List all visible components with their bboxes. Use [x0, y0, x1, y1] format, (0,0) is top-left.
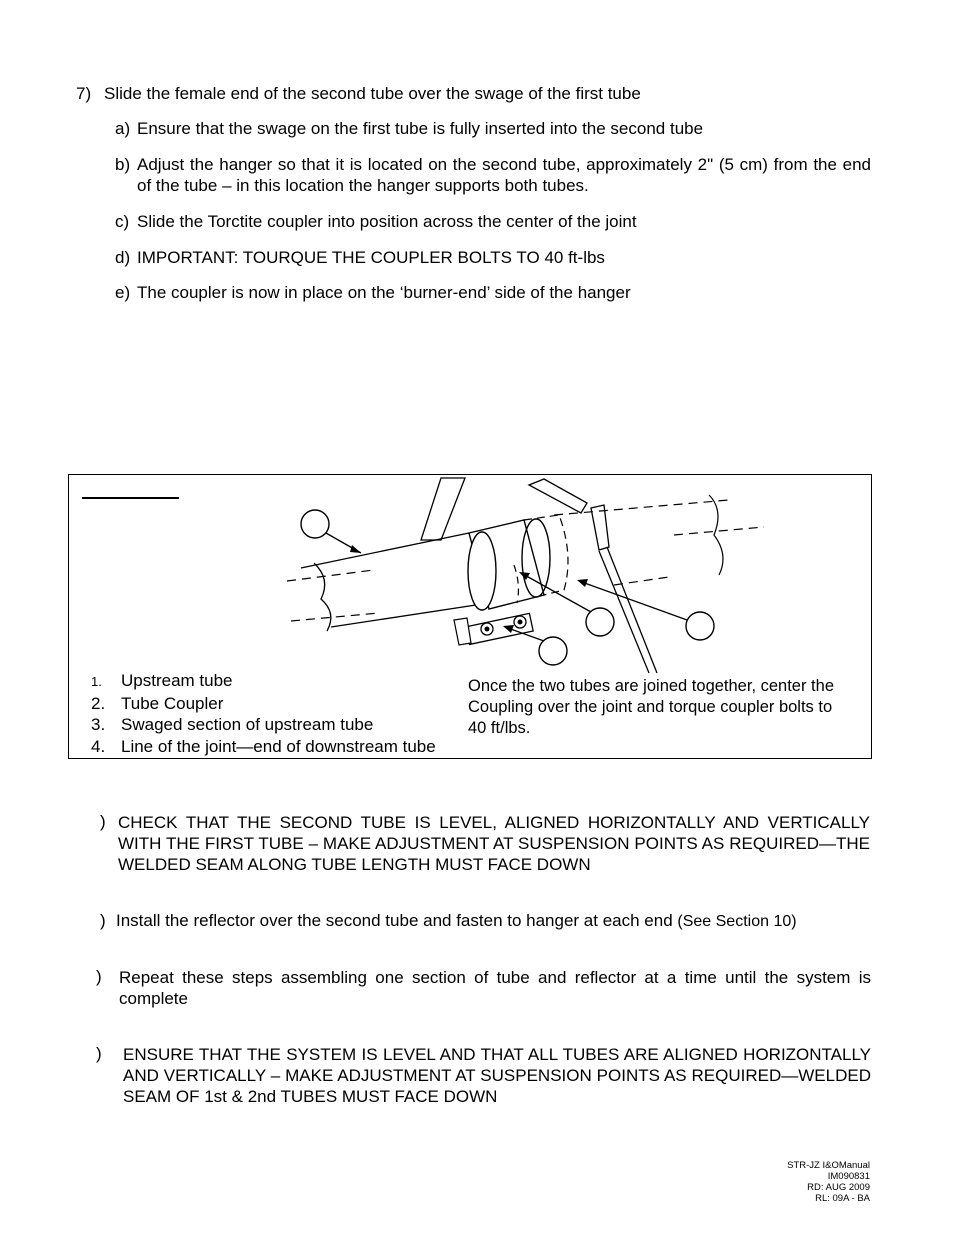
step-7a-text: Ensure that the swage on the first tube is fully inserted into the second tube [137, 119, 704, 138]
step-7c-text: Slide the Torctite coupler into position across the center of the joint [137, 212, 637, 231]
step-7e-text: The coupler is now in place on the ‘burner-end’ side of the hanger [137, 283, 631, 302]
step-repeat-number: ) [96, 967, 102, 986]
step-repeat-text: Repeat these steps assembling one section of tube and reflector at a time until the system is complete [119, 968, 871, 1008]
step-7-text: Slide the female end of the second tube over the swage of the first tube [104, 84, 641, 103]
step-7d-text: IMPORTANT: TOURQUE THE COUPLER BOLTS TO 40 ft-lbs [137, 248, 605, 267]
step-7c-letter: c) [115, 212, 130, 231]
callout-4 [686, 612, 714, 640]
step-ensure-text: ENSURE THAT THE SYSTEM IS LEVEL AND THAT ALL TUBES ARE ALIGNED HORIZONTALLY AND VERTICALLY – MAKE ADJUSTMENT AT SUSPENSION POINTS AS REQUIRED—WELDED SEAM OF 1st & 2nd TUBES MUST FACE DOWN [123, 1045, 871, 1106]
legend-item: 2. Tube Coupler [91, 693, 224, 713]
step-7b-letter: b) [115, 155, 131, 174]
step-check-text: CHECK THAT THE SECOND TUBE IS LEVEL, ALIGNED HORIZONTALLY AND VERTICALLY WITH THE FIRST TUBE – MAKE ADJUSTMENT AT SUSPENSION POINTS AS REQUIRED—THE WELDED SEAM ALONG TUBE LENGTH MUST FACE DOWN [118, 813, 870, 874]
step-reflector-number: ) [100, 911, 106, 930]
step-7d-letter: d) [115, 248, 131, 267]
coupler-figure [68, 474, 872, 759]
legend-item: 4. Line of the joint—end of downstream tube [91, 736, 436, 756]
figure-legend [91, 670, 436, 757]
legend-item: 3. Swaged section of upstream tube [91, 715, 374, 734]
step-7e-letter: e) [115, 283, 131, 302]
step-7b-text: Adjust the hanger so that it is located on the second tube, approximately 2" (5 cm) from the end of the tube – in this location the hanger supports both tubes. [137, 155, 871, 195]
figure-note: Once the two tubes are joined together, center the Coupling over the joint and torque coupler bolts to 40 ft/lbs. [468, 677, 834, 737]
step-check-number: ) [100, 812, 106, 831]
step-7a-letter: a) [115, 119, 131, 138]
step-reflector-text: Install the reflector over the second tube and fasten to hanger at each end (See Section 10) [116, 911, 797, 930]
step-ensure-number: ) [96, 1044, 102, 1063]
legend-item: 1. Upstream tube [91, 671, 233, 690]
document-footer: STR-JZ I&OManual IM090831 RD: AUG 2009 RL: 09A - BA [787, 1160, 870, 1204]
callout-1 [301, 510, 329, 538]
step-7-number: 7) [76, 84, 92, 103]
